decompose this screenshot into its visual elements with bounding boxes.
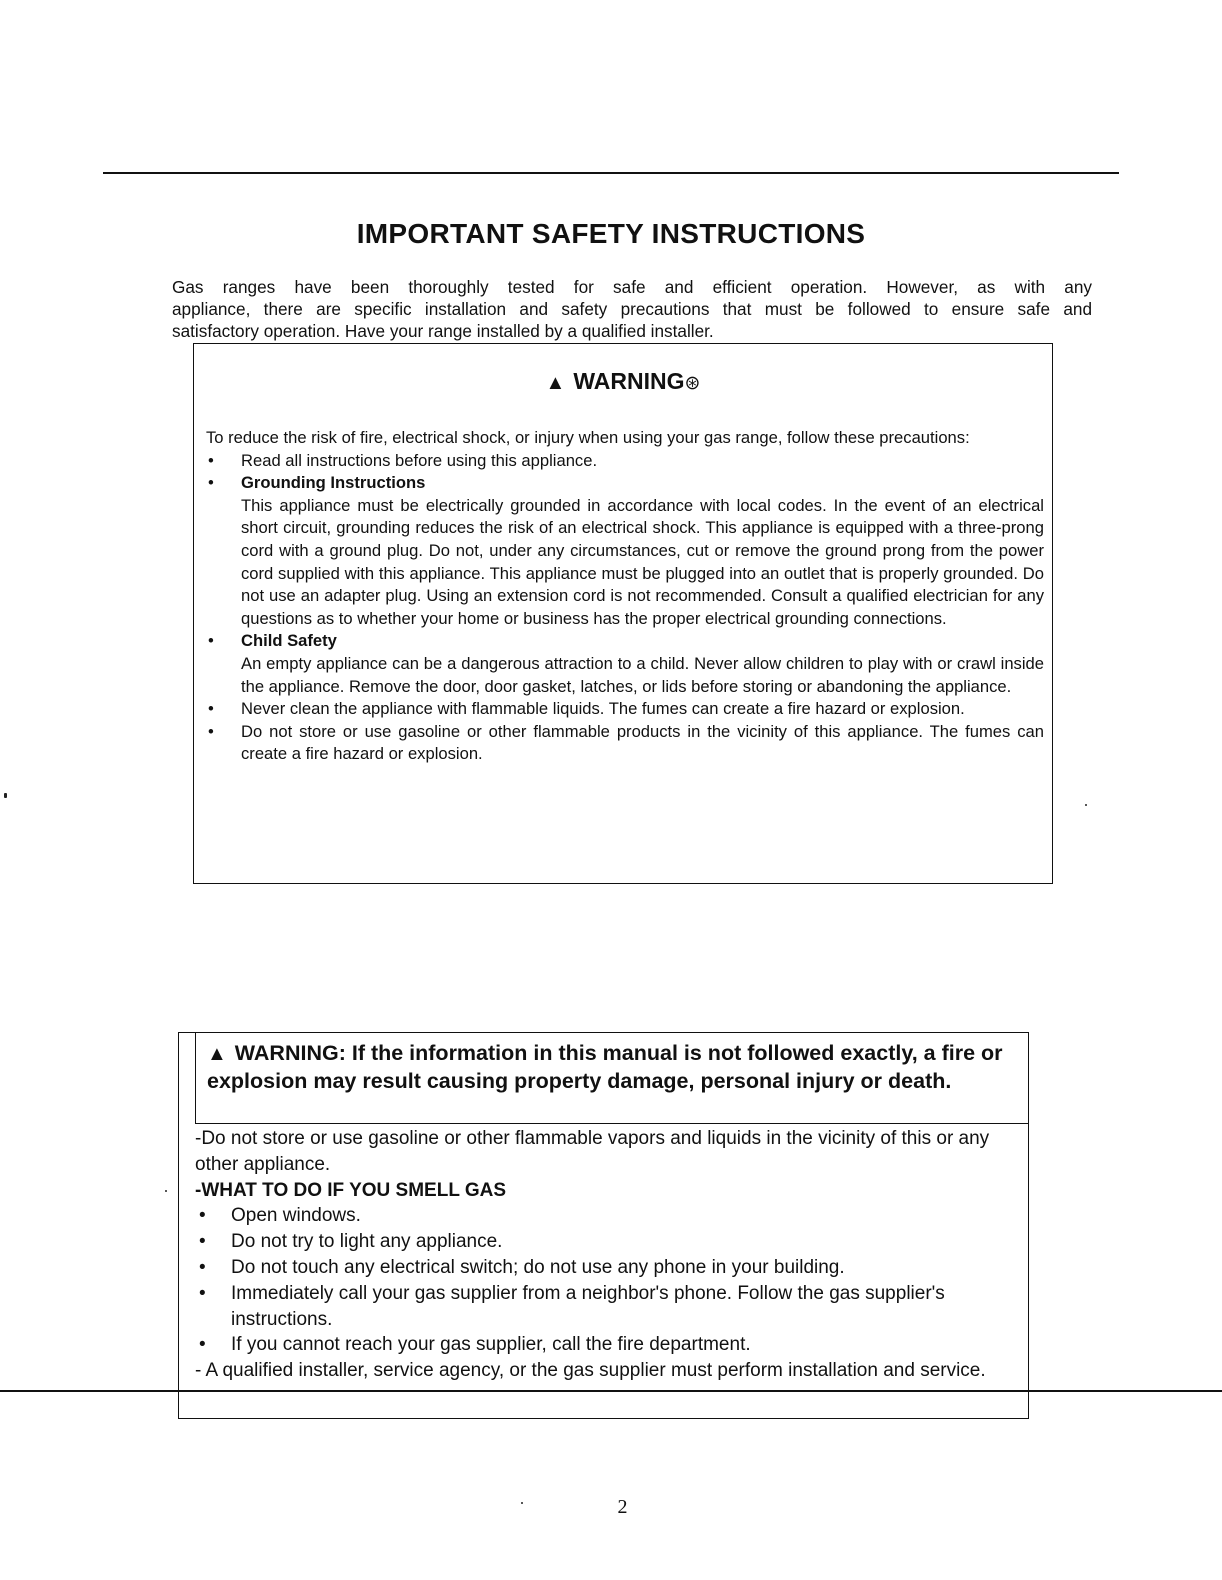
bullet-icon: • (208, 631, 214, 651)
list-item (206, 450, 1044, 473)
warning-mark-icon: ⊛ (684, 373, 701, 394)
warning-lead: To reduce the risk of fire, electrical shock, or injury when using your gas range, follow these precautions: (206, 428, 970, 447)
bullet-icon: • (199, 1205, 206, 1227)
list-item-text: This appliance must be electrically grounded in accordance with local codes. In the event of an electrical short circuit, grounding reduces the risk of an electrical shock. This appliance is equipped with a three-prong cord with a ground plug. Do not, under any circumstances, cut or remove the ground prong from the power cord supplied with this appliance. This appliance must be plugged into an outlet that is properly grounded. Do not use an adapter plug. Using an extension cord is not recommended. Consult a qualified electrician for any questions as to whether your home or business has the proper electrical grounding connections. (241, 495, 1044, 628)
gas-warning-body (195, 1126, 1020, 1384)
gas-warning-closing: - A qualified installer, service agency, or the gas supplier must perform installation and service. (195, 1360, 986, 1382)
scan-speck (521, 1502, 523, 1504)
page-number: 2 (617, 1496, 628, 1518)
intro-paragraph (172, 276, 1092, 342)
bullet-icon: • (208, 473, 214, 493)
list-item-text: Do not store or use gasoline or other flammable products in the vicinity of this appliance. The fumes can create a fire hazard or explosion. (241, 721, 1044, 764)
warning-heading (193, 368, 1053, 395)
list-item-heading: Grounding Instructions (241, 473, 426, 493)
scan-speck (1085, 804, 1087, 806)
page-title: IMPORTANT SAFETY INSTRUCTIONS (356, 218, 866, 249)
bullet-icon: • (208, 450, 214, 470)
list-item (195, 1255, 1020, 1281)
list-item (206, 698, 1044, 721)
warning-triangle-icon: ▲ (545, 372, 566, 394)
top-divider (103, 172, 1119, 174)
scan-speck (4, 793, 7, 798)
scan-speck (165, 1190, 167, 1192)
warning-heading-text: WARNING (573, 368, 685, 394)
list-item-text: An empty appliance can be a dangerous attraction to a child. Never allow children to play with or crawl inside the appliance. Remove the door, door gasket, latches, or lids before storing or abandoning the appliance. (241, 653, 1044, 696)
list-item-text: Read all instructions before using this appliance. (241, 450, 598, 470)
gas-warning-subheading: -WHAT TO DO IF YOU SMELL GAS (195, 1179, 507, 1201)
list-item-text: Open windows. (231, 1205, 361, 1227)
list-item-text: Immediately call your gas supplier from a neighbor's phone. Follow the gas supplier's instructions. (231, 1282, 945, 1330)
intro-line-1: Gas ranges have been thoroughly tested for safe and efficient operation. However, as with any (172, 277, 1092, 297)
intro-line-3: satisfactory operation. Have your range installed by a qualified installer. (172, 321, 714, 341)
bullet-icon: • (199, 1231, 206, 1253)
list-item-text: If you cannot reach your gas supplier, call the fire department. (231, 1334, 751, 1356)
warning-box-body (206, 427, 1044, 766)
list-item (195, 1203, 1020, 1229)
list-item (195, 1332, 1020, 1358)
list-item-text: Do not try to light any appliance. (231, 1231, 503, 1253)
list-item (195, 1229, 1020, 1255)
gas-warning-heading-text: WARNING: If the information in this manual is not followed exactly, a fire or explosion may result causing property damage, personal injury or death. (207, 1041, 1003, 1093)
bullet-icon: • (208, 721, 214, 741)
list-item (206, 472, 1044, 630)
bullet-icon: • (199, 1256, 206, 1278)
bullet-icon: • (199, 1334, 206, 1356)
list-item (206, 630, 1044, 698)
bullet-icon: • (199, 1282, 206, 1304)
gas-warning-heading (207, 1040, 1022, 1094)
bullet-icon: • (208, 699, 214, 719)
bottom-divider (0, 1390, 1222, 1392)
list-item-text: Do not touch any electrical switch; do not use any phone in your building. (231, 1256, 845, 1278)
list-item-text: Never clean the appliance with flammable liquids. The fumes can create a fire hazard or explosion. (241, 699, 965, 719)
warning-triangle-icon: ▲ (207, 1043, 227, 1065)
list-item (195, 1281, 1020, 1333)
list-item (206, 721, 1044, 766)
intro-line-2: appliance, there are specific installation and safety precautions that must be followed to ensure safe and (172, 299, 1092, 319)
list-item-heading: Child Safety (241, 631, 337, 651)
gas-warning-line: -Do not store or use gasoline or other flammable vapors and liquids in the vicinity of this or any other appliance. (195, 1128, 990, 1175)
